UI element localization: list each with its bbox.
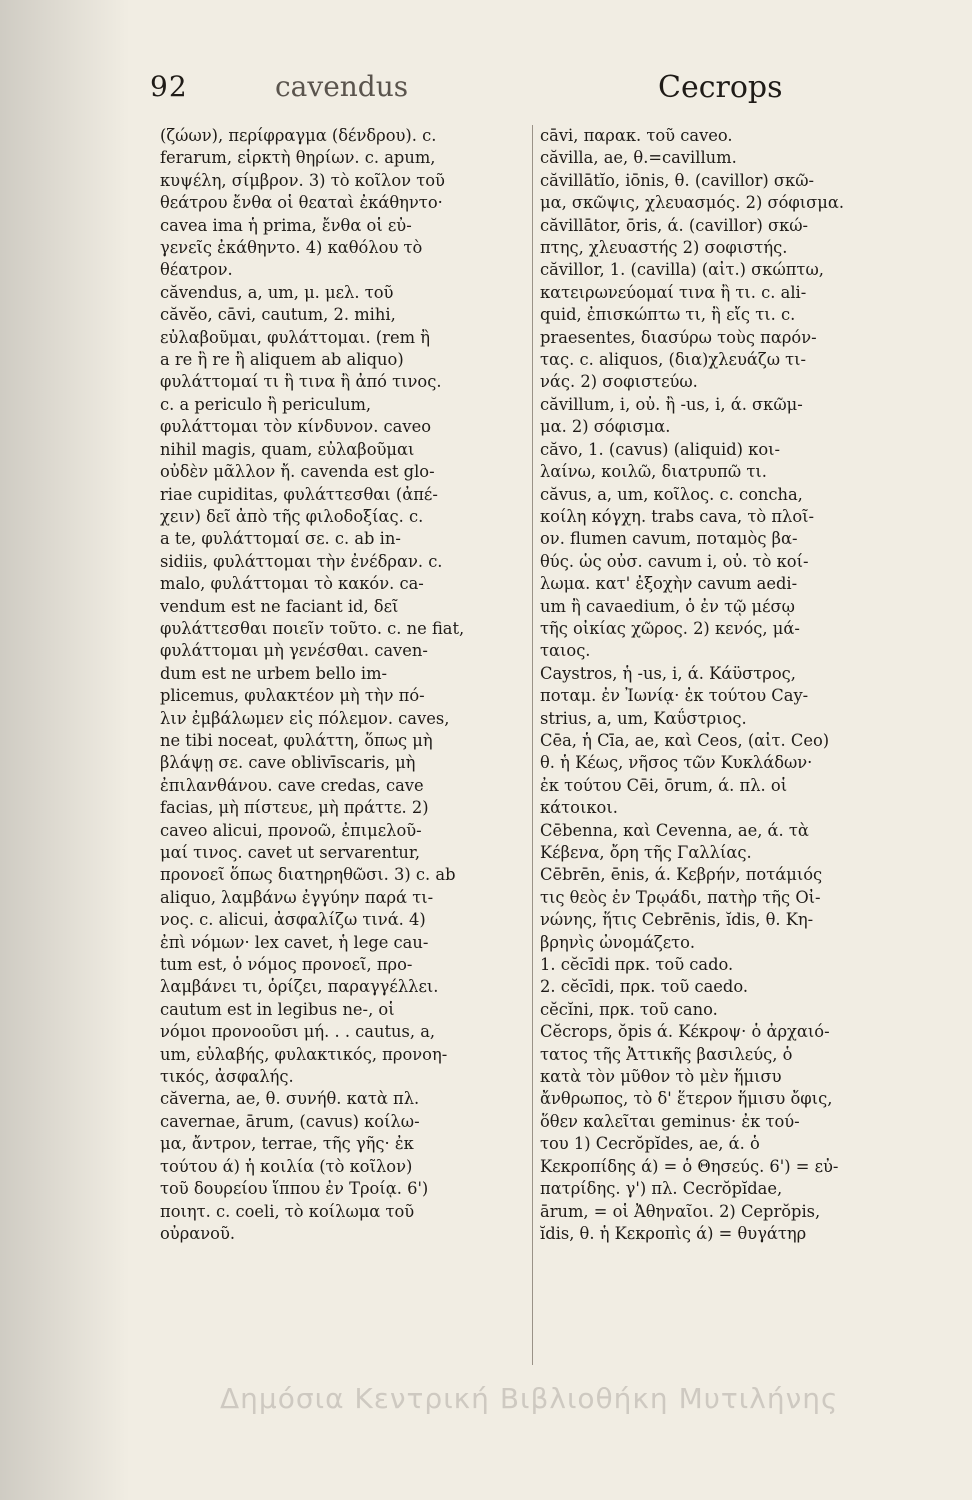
dictionary-line: ferarum, εἱρκτὴ θηρίων. c. apum, [160,148,436,168]
dictionary-line: οὐρανοῦ. [160,1223,236,1243]
dictionary-line: căvendus, a, um, μ. μελ. τοῦ [160,282,394,302]
dictionary-line: φυλάττομαι τὸν κίνδυνον. caveo [160,417,432,437]
dictionary-line: cĕcĭni, πρκ. τοῦ cano. [540,999,718,1019]
dictionary-line: vendum est ne faciant id, δεῖ [160,596,399,616]
dictionary-line: ὅθεν καλεῖται geminus· ἐκ τού- [540,1111,800,1131]
page-number: 92 [150,70,188,103]
running-head-left: cavendus [275,70,409,103]
dictionary-line: κατὰ τὸν μῦθον τὸ μὲν ἥμισυ [540,1067,782,1087]
dictionary-line: πτης, χλευαστής 2) σοφιστής. [540,238,788,258]
dictionary-line: praesentes, διασύρω τοὺς παρόν- [540,327,817,347]
dictionary-line: aliquo, λαμβάνω ἐγγύην παρά τι- [160,887,434,907]
column-divider [532,125,533,1365]
dictionary-line: γενεῖς ἐκάθηντο. 4) καθόλου τὸ [160,238,423,258]
left-column [160,125,525,1365]
dictionary-line: νος. c. alicui, ἀσφαλίζω τινά. 4) [160,910,426,930]
dictionary-line: κάτοικοι. [540,798,618,818]
dictionary-line: προνοεῖ ὅπως διατηρηθῶσι. 3) c. ab [160,865,456,885]
dictionary-line: λαίνω, κοιλῶ, διατρυπῶ τι. [540,462,767,482]
dictionary-line: θύς. ὡς οὐσ. cavum i, οὐ. τὸ κοί- [540,551,809,571]
dictionary-line: ποιητ. c. coeli, τὸ κοίλωμα τοῦ [160,1201,415,1221]
dictionary-line: dum est ne urbem bello im- [160,663,388,683]
dictionary-line: strius, a, um, Καΰστριος. [540,708,747,728]
dictionary-line: căvillor, 1. (cavilla) (αἰτ.) σκώπτω, [540,260,824,280]
dictionary-line: cautum est in legibus ne-, οἱ [160,999,395,1019]
dictionary-line: νώνης, ἥτις Cebrēnis, ĭdis, θ. Κη- [540,910,814,930]
dictionary-line: căvillum, i, οὐ. ἢ -us, i, ά. σκῶμ- [540,394,803,414]
dictionary-line: riae cupiditas, φυλάττεσθαι (ἀπέ- [160,484,438,504]
dictionary-line: ārum, = οἱ Ἀθηναῖοι. 2) Ceprŏpis, [540,1201,821,1221]
dictionary-line: ĭdis, θ. ἡ Κεκροπὶς ά) = θυγάτηρ [540,1223,807,1243]
dictionary-line: θ. ἡ Κέως, νῆσος τῶν Κυκλάδων· [540,753,813,773]
dictionary-line: του 1) Cecrŏpĭdes, ae, ά. ὁ [540,1134,760,1154]
dictionary-line: μα, ἄντρον, terrae, τῆς γῆς· ἐκ [160,1134,414,1154]
dictionary-line: τικός, ἀσφαλής. [160,1067,294,1087]
dictionary-line: θεάτρου ἔνθα οἱ θεαταὶ ἐκάθηντο· [160,193,443,213]
dictionary-line: um, εὐλαβής, φυλακτικός, προνοη- [160,1044,448,1064]
dictionary-line: Caystros, ἡ -us, i, ά. Κάϋστρος, [540,663,796,683]
dictionary-line: τοῦ δουρείου ἵππου ἐν Τροίᾳ. 6') [160,1179,429,1199]
dictionary-line: căverna, ae, θ. συνήθ. κατὰ πλ. [160,1089,420,1109]
page-header [150,70,783,120]
dictionary-line: βλάψῃ σε. cave oblivīscaris, μὴ [160,753,416,773]
dictionary-line: ταιος. [540,641,591,661]
dictionary-line: căvus, a, um, κοῖλος. c. concha, [540,484,803,504]
dictionary-line: (ζώων), περίφραγμα (δένδρου). c. [160,126,437,145]
dictionary-line: 2. cĕcīdi, πρκ. τοῦ caedo. [540,977,749,997]
dictionary-line: ον. flumen cavum, ποταμὸς βα- [540,529,798,549]
dictionary-line: τατος τῆς Ἀττικῆς βασιλεύς, ὁ [540,1044,793,1064]
dictionary-line: χειν) δεῖ ἀπὸ τῆς φιλοδοξίας. c. [160,506,424,526]
dictionary-line: caveo alicui, προνοῶ, ἐπιμελοῦ- [160,820,422,840]
dictionary-line: c. a periculo ἢ periculum, [160,394,372,414]
dictionary-line: a te, φυλάττομαί σε. c. ab in- [160,529,401,549]
dictionary-line: ἄνθρωπος, τὸ δ' ἕτερον ἥμισυ ὄφις, [540,1089,833,1109]
dictionary-line: căvillātor, ōris, ά. (cavillor) σκώ- [540,215,809,235]
page-gutter-shadow [0,0,130,1500]
dictionary-line: căvo, 1. (cavus) (aliquid) κοι- [540,439,781,459]
dictionary-line: εὐλαβοῦμαι, φυλάττομαι. (rem ἢ [160,327,430,347]
dictionary-line: νόμοι προνοοῦσι μή. . . cautus, a, [160,1022,436,1042]
running-head-right: Cecrops [658,70,783,105]
dictionary-line: μα. 2) σόφισμα. [540,417,671,437]
dictionary-line: λιν ἐμβάλωμεν εἰς πόλεμον. caves, [160,708,450,728]
dictionary-line: τῆς οἰκίας χῶρος. 2) κενός, μά- [540,618,800,638]
dictionary-line: νάς. 2) σοφιστεύω. [540,372,698,392]
dictionary-line: φυλάττεσθαι ποιεῖν τοῦτο. c. ne fiat, [160,618,465,638]
dictionary-line: căvilla, ae, θ.=cavillum. [540,148,737,168]
dictionary-line: tum est, ὁ νόμος προνοεῖ, προ- [160,955,413,975]
dictionary-line: Κεκροπίδης ά) = ὁ Θησεύς. 6') = εὐ- [540,1156,839,1176]
dictionary-line: nihil magis, quam, εὐλαβοῦμαι [160,439,415,459]
dictionary-line: φυλάττομαί τι ἢ τινα ἢ ἀπό τινος. [160,372,442,392]
dictionary-line: cavernae, ārum, (cavus) κοίλω- [160,1111,420,1131]
dictionary-line: plicemus, φυλακτέον μὴ τὴν πό- [160,686,425,706]
dictionary-line: quid, ἐπισκώπτω τι, ἢ εἴς τι. c. [540,305,796,325]
dictionary-line: λωμα. κατ' ἐξοχὴν cavum aedi- [540,574,798,594]
dictionary-line: Cēbrēn, ēnis, ά. Κεβρήν, ποτάμιός [540,865,823,885]
dictionary-line: sidiis, φυλάττομαι τὴν ἐνέδραν. c. [160,551,443,571]
dictionary-line: a re ἢ re ἢ aliquem ab aliquo) [160,350,404,370]
dictionary-line: căvĕo, cāvi, cautum, 2. mihi, [160,305,396,325]
dictionary-line: φυλάττομαι μὴ γενέσθαι. caven- [160,641,428,661]
dictionary-line: τις θεὸς ἐν Τρῳάδι, πατὴρ τῆς Οἰ- [540,887,821,907]
dictionary-line: μαί τινος. cavet ut servarentur, [160,843,421,862]
dictionary-line: θέατρον. [160,260,233,280]
dictionary-line: ἐπιλανθάνου. cave credas, cave [160,775,424,795]
dictionary-line: facias, μὴ πίστευε, μὴ πράττε. 2) [160,798,429,818]
dictionary-line: μα, σκῶψις, χλευασμός. 2) σόφισμα. [540,193,845,213]
dictionary-line: ἐκ τούτου Cēi, ōrum, ά. πλ. οἱ [540,775,788,795]
dictionary-line: ne tibi noceat, φυλάττη, ὅπως μὴ [160,730,433,750]
dictionary-line: κοίλη κόγχη. trabs cava, τὸ πλοῖ- [540,506,815,526]
dictionary-line: ποταμ. ἐν Ἰωνίᾳ· ἐκ τούτου Cay- [540,686,809,706]
dictionary-line: κατειρωνεύομαί τινα ἢ τι. c. ali- [540,282,807,302]
dictionary-line: οὐδὲν μᾶλλον ἤ. cavenda est glo- [160,462,435,482]
dictionary-line: λαμβάνει τι, ὁρίζει, παραγγέλλει. [160,977,439,997]
dictionary-line: malo, φυλάττομαι τὸ κακόν. ca- [160,574,424,594]
dictionary-line: Cēbenna, καὶ Cevenna, ae, ά. τὰ [540,820,809,840]
dictionary-line: ἐπὶ νόμων· lex cavet, ἡ lege cau- [160,932,429,952]
dictionary-line: πατρίδης. γ') πλ. Cecrŏpĭdae, [540,1179,783,1199]
dictionary-line: Κέβενα, ὄρη τῆς Γαλλίας. [540,843,752,862]
dictionary-line: Cĕcrops, ŏpis ά. Κέκροψ· ὁ ἀρχαιό- [540,1022,830,1042]
dictionary-line: cavea ima ἡ prima, ἔνθα οἱ εὐ- [160,215,412,235]
dictionary-line: τούτου ά) ἡ κοιλία (τὸ κοῖλον) [160,1156,413,1176]
dictionary-line: cāvi, παρακ. τοῦ caveo. [540,126,733,145]
right-column [540,125,905,1365]
dictionary-line: 1. cĕcīdi πρκ. τοῦ cado. [540,955,734,975]
dictionary-line: căvillātĭo, iōnis, θ. (cavillor) σκῶ- [540,170,814,190]
library-watermark: Δημόσια Κεντρική Βιβλιοθήκη Μυτιλήνης [220,1382,839,1415]
dictionary-line: Cēa, ἡ Cīa, ae, καὶ Ceos, (αἰτ. Ceo) [540,730,830,750]
dictionary-line: τας. c. aliquos, (δια)χλευάζω τι- [540,350,807,370]
dictionary-line: βρηνὶς ὠνομάζετο. [540,932,696,952]
dictionary-line: κυψέλη, σίμβρον. 3) τὸ κοῖλον τοῦ [160,170,445,190]
dictionary-line: um ἢ cavaedium, ὁ ἐν τῷ μέσῳ [540,596,795,616]
